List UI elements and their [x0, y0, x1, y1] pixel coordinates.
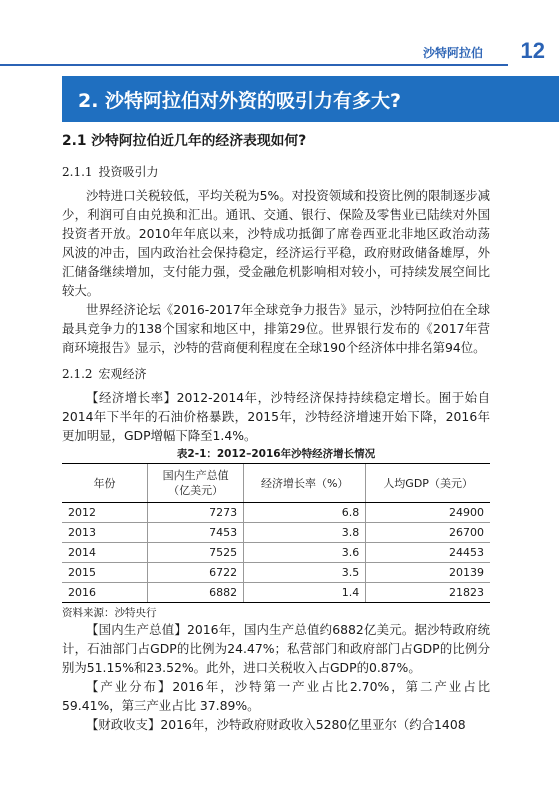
- table-source: 资料来源：沙特央行: [62, 607, 157, 619]
- paragraph-tariffs: 沙特进口关税较低，平均关税为5%。对投资领域和投资比例的限制逐步减少，利润可自由兑换和汇出。通讯、交通、银行、保险及零售业已陆续对外国投资者开放。2010年年底以来，沙特成功抵御了席卷西亚北非地区政治动荡风波的冲击，国内政治社会保持稳定，经济运行平稳，政府财政储备雄厚，外汇储备继续增加，支付能力强，受金融危机影响相对较小，可持续发展空间比较大。: [62, 188, 490, 298]
- paragraph-gdp: 【国内生产总值】2016年，国内生产总值约6882亿美元。据沙特政府统计，石油部门占GDP的比例为24.47%；私营部门和政府部门占GDP的比例分别为51.15%和23.52%。此外，进口关税收入占GDP的0.87%。: [62, 622, 490, 675]
- cell-growth: 3.6: [244, 543, 366, 563]
- content: [62, 128, 490, 734]
- cell-gdp-per-capita: 21823: [366, 583, 490, 603]
- paragraph-competitiveness: 世界经济论坛《2016-2017年全球竞争力报告》显示，沙特阿拉伯在全球最具竞争力的138个国家和地区中，排第29位。世界银行发布的《2017年营商环境报告》显示，沙特的营商便利程度在全球190个经济体中排名第94位。: [62, 302, 490, 355]
- cell-growth: 1.4: [244, 583, 366, 603]
- running-header-label: 沙特阿拉伯: [422, 46, 483, 60]
- header-gdp-per-capita: 人均GDP（美元）: [366, 464, 490, 503]
- cell-gdp-per-capita: 24453: [366, 543, 490, 563]
- subsection-number: 2.1.2: [62, 367, 93, 381]
- subsection-title: 宏观经济: [98, 367, 147, 381]
- paragraph-industry-distribution: 【产业分布】2016年，沙特第一产业占比2.70%，第二产业占比59.41%，第三产业占比 37.89%。: [62, 679, 490, 713]
- header-year: 年份: [62, 464, 148, 503]
- page-number: 12: [520, 38, 545, 63]
- cell-growth: 3.8: [244, 523, 366, 543]
- cell-gdp: 6882: [148, 583, 244, 603]
- cell-gdp: 7273: [148, 503, 244, 523]
- section-number: 2.1: [62, 133, 87, 149]
- cell-gdp: 7525: [148, 543, 244, 563]
- cell-growth: 3.5: [244, 563, 366, 583]
- economic-growth-table: [62, 463, 490, 603]
- cell-year: 2014: [62, 543, 148, 563]
- cell-year: 2013: [62, 523, 148, 543]
- table-row: [62, 503, 490, 523]
- section-title: 沙特阿拉伯近几年的经济表现如何?: [91, 133, 307, 149]
- header-rule: [0, 64, 508, 66]
- cell-gdp: 7453: [148, 523, 244, 543]
- chapter-title: 2. 沙特阿拉伯对外资的吸引力有多大?: [78, 89, 402, 112]
- table-row: [62, 523, 490, 543]
- table-row: [62, 583, 490, 603]
- cell-growth: 6.8: [244, 503, 366, 523]
- cell-year: 2012: [62, 503, 148, 523]
- subsection-title: 投资吸引力: [98, 165, 159, 179]
- cell-year: 2016: [62, 583, 148, 603]
- table-caption: 表2-1：2012–2016年沙特经济增长情况: [176, 448, 376, 460]
- subsection-heading-macro: [62, 365, 490, 384]
- title-accent-block: [470, 76, 559, 122]
- subsection-number: 2.1.1: [62, 165, 93, 179]
- table-row: [62, 543, 490, 563]
- table-row: [62, 563, 490, 583]
- section-heading: [62, 132, 490, 151]
- chapter-title-bar: [62, 76, 478, 122]
- table-header-row: [62, 464, 490, 503]
- paragraph-fiscal: 【财政收支】2016年，沙特政府财政收入5280亿里亚尔（约合1408: [86, 717, 466, 732]
- header-gdp: 国内生产总值 （亿美元）: [148, 464, 244, 503]
- subsection-heading-investment: [62, 163, 490, 182]
- paragraph-growth-rate: 【经济增长率】2012-2014年，沙特经济保持持续稳定增长。囿于始自2014年下半年的石油价格暴跌，2015年，沙特经济增速开始下降，2016年更加明显，GDP增幅下降至1.4%。: [62, 390, 490, 443]
- cell-year: 2015: [62, 563, 148, 583]
- cell-gdp: 6722: [148, 563, 244, 583]
- cell-gdp-per-capita: 26700: [366, 523, 490, 543]
- header-growth-rate: 经济增长率（%）: [244, 464, 366, 503]
- cell-gdp-per-capita: 20139: [366, 563, 490, 583]
- cell-gdp-per-capita: 24900: [366, 503, 490, 523]
